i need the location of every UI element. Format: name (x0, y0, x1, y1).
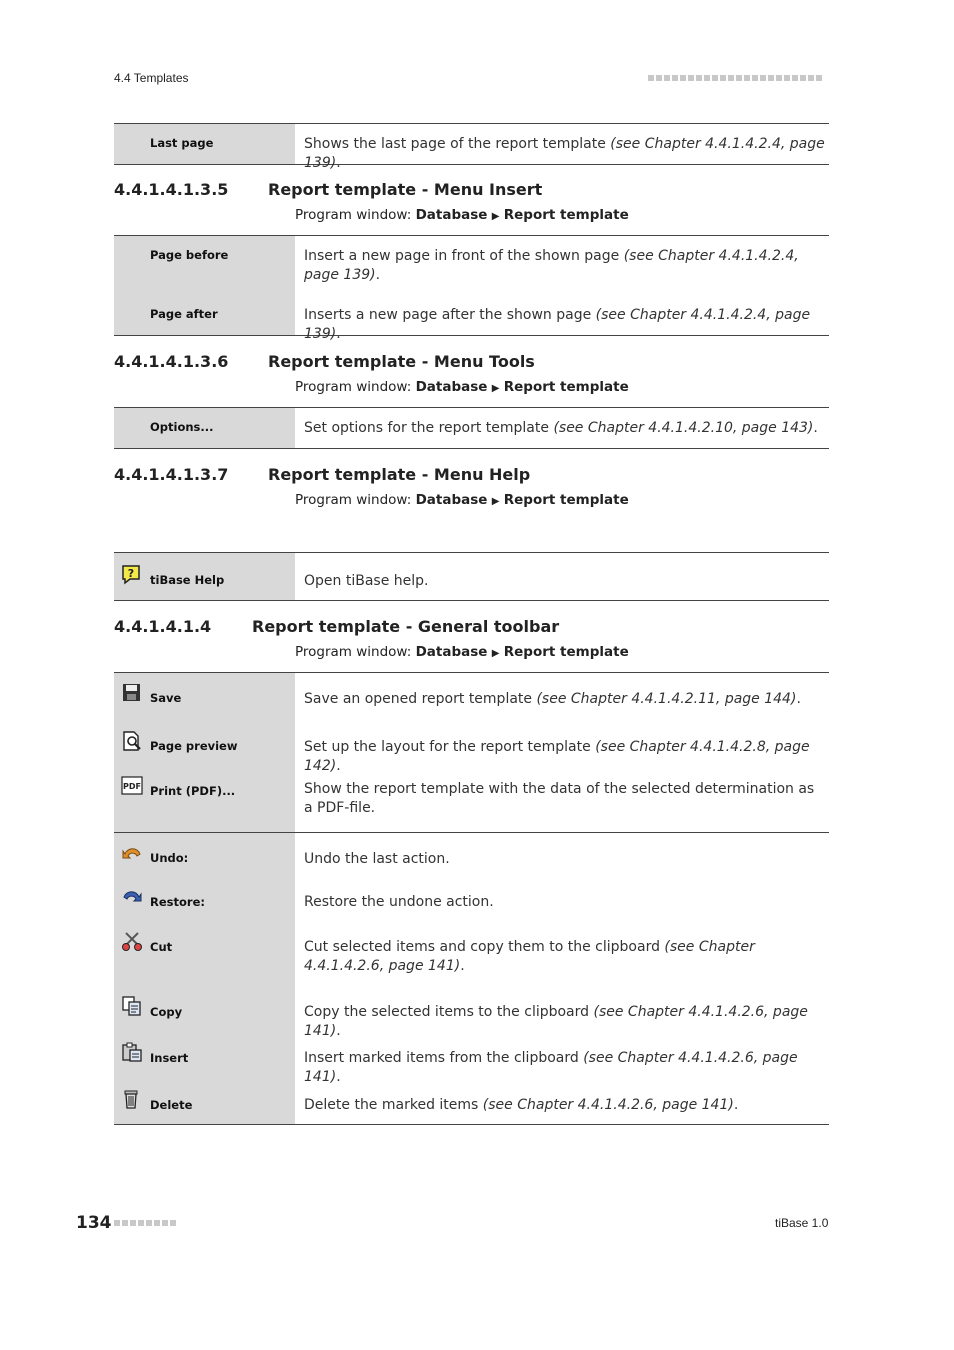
section-number: 4.4.1.4.1.3.5 (114, 180, 229, 199)
help-icon (121, 564, 143, 586)
row-label: Insert (114, 1049, 295, 1065)
row-label: Page preview (114, 738, 295, 753)
program-window-path: Program window: Database ▶ Report template (295, 207, 629, 223)
chapter-link[interactable]: (see Chapter 4.4.1.4.2.4, page 139) (304, 136, 825, 171)
row-label: Page after (150, 307, 218, 321)
row-description: Restore the undone action. (304, 894, 494, 910)
table-row (114, 236, 829, 295)
section-title: Report template - General toolbar (252, 617, 560, 636)
page-number: 134 (76, 1213, 112, 1233)
redo-icon (121, 885, 143, 907)
row-label: ? tiBase Help (114, 572, 295, 587)
page-preview-icon (121, 730, 143, 752)
trash-icon (121, 1088, 143, 1110)
row-label: Options... (150, 420, 214, 434)
row-label: PDF Print (PDF)... (114, 780, 295, 798)
svg-text:PDF: PDF (123, 782, 141, 791)
paste-icon (121, 1041, 143, 1063)
pdf-icon (121, 775, 143, 797)
chapter-link[interactable]: (see Chapter 4.4.1.4.2.6, page 141) (304, 1050, 798, 1085)
table-row (114, 833, 829, 877)
row-label: Last page (150, 136, 214, 150)
chapter-link[interactable]: (see Chapter 4.4.1.4.2.11, page 144) (536, 691, 797, 707)
chapter-link[interactable]: (see Chapter 4.4.1.4.2.4, page 139) (304, 307, 811, 342)
row-description: Shows the last page of the report template (see Chapter 4.4.1.4.2.4, page 139). (304, 136, 825, 171)
table-general-toolbar (114, 672, 829, 1125)
section-number: 4.4.1.4.1.3.7 (114, 465, 229, 484)
table-row (114, 922, 829, 987)
table-row (114, 124, 829, 171)
section-title: Report template - Menu Insert (268, 180, 543, 199)
row-description: Delete the marked items (see Chapter 4.4.1.4.2.6, page 141). (304, 1097, 739, 1113)
table-row (114, 673, 829, 721)
row-description: Set options for the report template (see Chapter 4.4.1.4.2.10, page 143). (304, 420, 818, 436)
chapter-link[interactable]: (see Chapter 4.4.1.4.2.4, page 139) (304, 248, 799, 283)
program-window-path: Program window: Database ▶ Report template (295, 379, 629, 395)
scissors-icon (121, 930, 143, 952)
save-icon (121, 682, 143, 704)
row-description: Insert marked items from the clipboard (see Chapter 4.4.1.4.2.6, page 141). (304, 1050, 798, 1085)
table-row (114, 553, 829, 600)
row-label: Cut (114, 938, 295, 954)
table-row (114, 987, 829, 1039)
section-title: Report template - Menu Help (268, 465, 531, 484)
table-menu-insert (114, 235, 829, 342)
program-window-path: Program window: Database ▶ Report template (295, 644, 629, 660)
table-row (114, 721, 829, 774)
chapter-link[interactable]: (see Chapter 4.4.1.4.2.10, page 143) (553, 420, 814, 436)
footer-decoration (114, 1220, 176, 1226)
footer-product: tiBase 1.0 (775, 1216, 829, 1230)
row-label: Restore: (114, 893, 295, 909)
program-window-path: Program window: Database ▶ Report template (295, 492, 629, 508)
section-number: 4.4.1.4.1.4 (114, 617, 212, 636)
row-label: Undo: (114, 850, 295, 865)
chapter-link[interactable]: (see Chapter 4.4.1.4.2.6, page 141) (482, 1097, 734, 1113)
section-number: 4.4.1.4.1.3.6 (114, 352, 229, 371)
header-decoration (648, 75, 822, 81)
chapter-link[interactable]: (see Chapter 4.4.1.4.2.8, page 142) (304, 739, 810, 774)
table-row (114, 295, 829, 342)
table-row (114, 877, 829, 922)
row-description: Save an opened report template (see Chapter 4.4.1.4.2.11, page 144). (304, 691, 801, 707)
chapter-link[interactable]: (see Chapter 4.4.1.4.2.6, page 141) (304, 1004, 808, 1039)
undo-icon (121, 842, 143, 864)
row-label: Delete (114, 1096, 295, 1112)
running-header-section: 4.4 Templates (114, 71, 189, 85)
row-description: Set up the layout for the report template (see Chapter 4.4.1.4.2.8, page 142). (304, 739, 810, 774)
table-last-page (114, 123, 829, 171)
row-description: Insert a new page in front of the shown page (see Chapter 4.4.1.4.2.4, page 139). (304, 248, 799, 283)
copy-icon (121, 995, 143, 1017)
row-description: Show the report template with the data of the selected determination as a PDF-file. (304, 781, 815, 816)
row-label: Save (114, 690, 295, 705)
chapter-link[interactable]: (see Chapter 4.4.1.4.2.6, page 141) (304, 939, 755, 974)
svg-text:?: ? (127, 567, 135, 580)
table-row (114, 408, 829, 448)
table-menu-help (114, 552, 829, 601)
row-description: Undo the last action. (304, 851, 450, 867)
table-menu-tools (114, 407, 829, 449)
section-title: Report template - Menu Tools (268, 352, 535, 371)
row-description: Open tiBase help. (304, 573, 429, 589)
row-description: Copy the selected items to the clipboard (see Chapter 4.4.1.4.2.6, page 141). (304, 1004, 808, 1039)
row-label: Copy (114, 1003, 295, 1019)
row-description: Cut selected items and copy them to the clipboard (see Chapter 4.4.1.4.2.6, page 141). (304, 939, 755, 974)
row-description: Inserts a new page after the shown page (see Chapter 4.4.1.4.2.4, page 139). (304, 307, 811, 342)
row-label: Page before (150, 248, 229, 262)
